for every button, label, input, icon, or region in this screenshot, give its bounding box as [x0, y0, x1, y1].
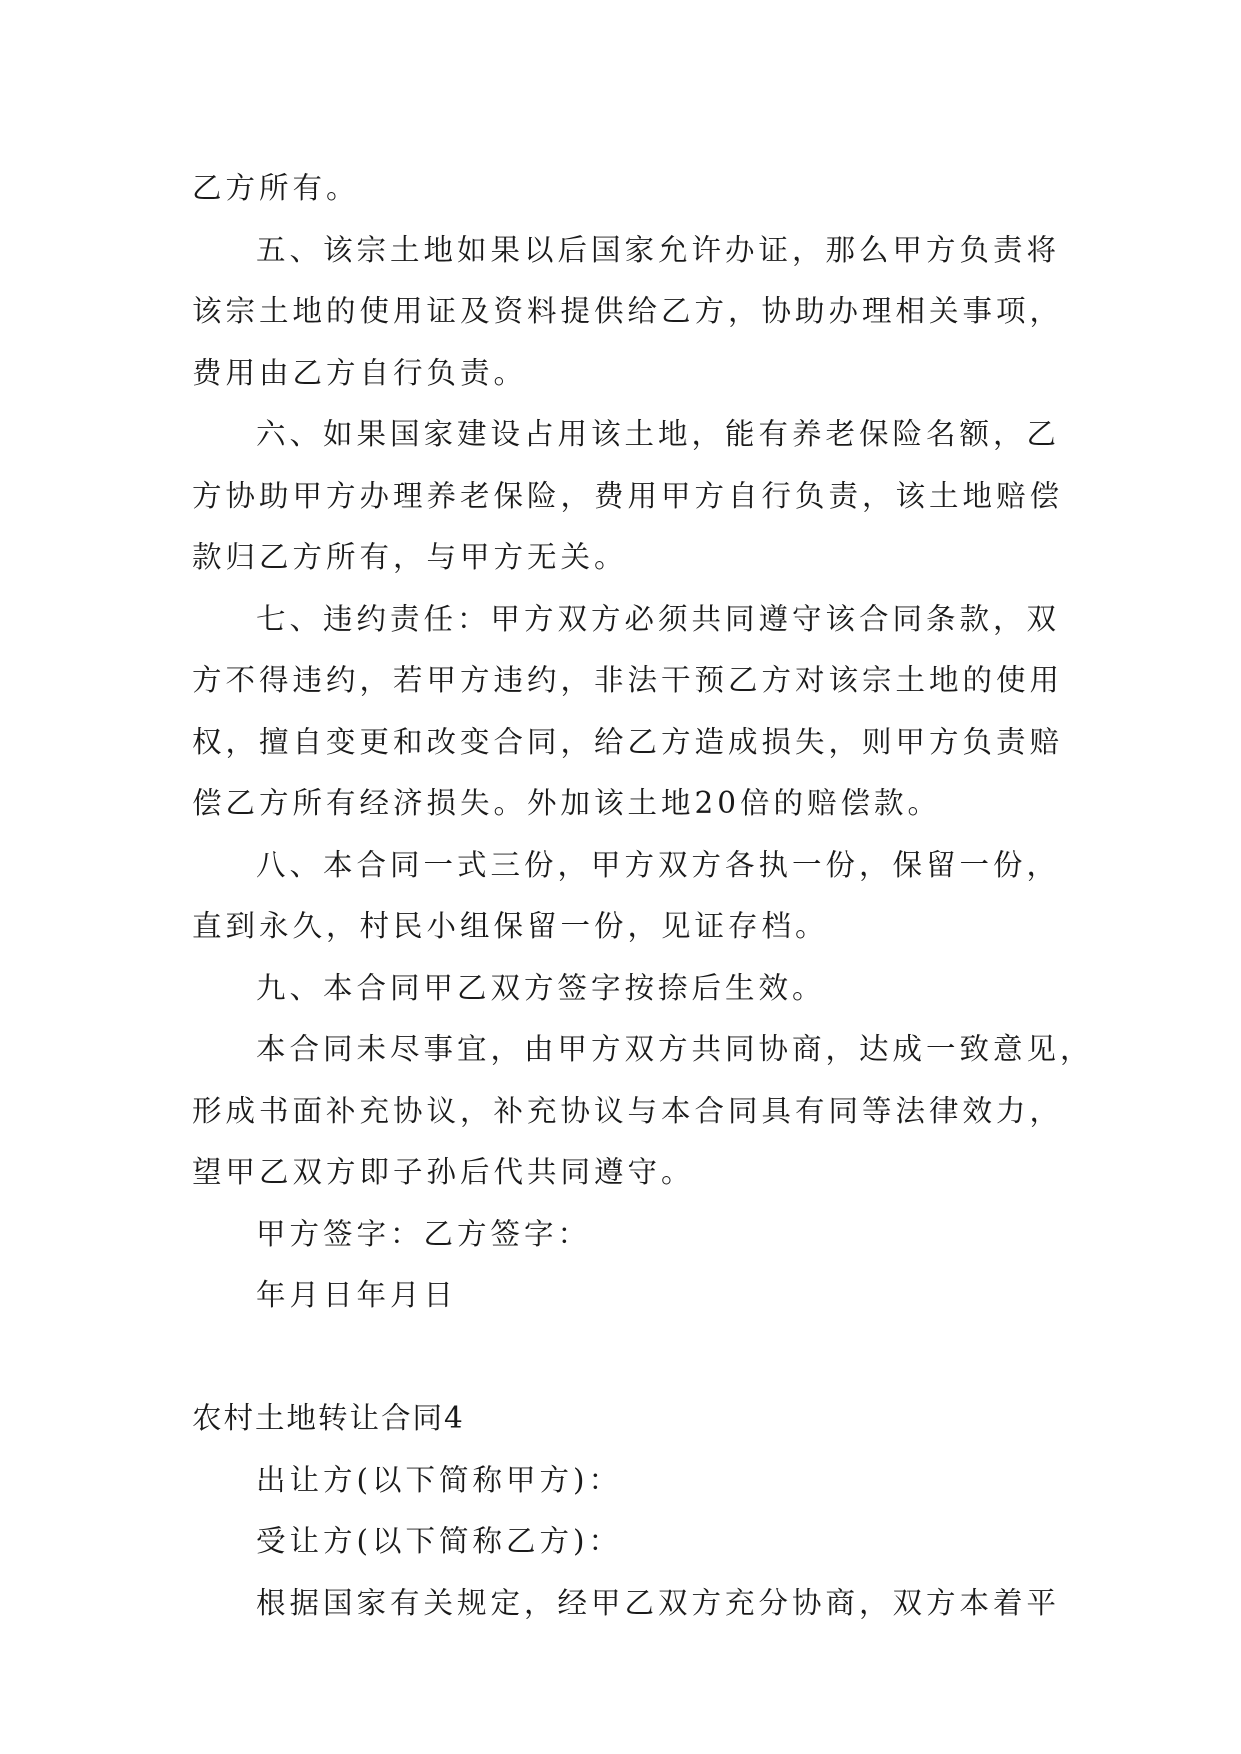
paragraph-line: 款归乙方所有，与甲方无关。 [192, 540, 628, 574]
signature-line: 甲方签字：乙方签字： [256, 1216, 592, 1251]
paragraph-line: 权，擅自变更和改变合同，给乙方造成损失，则甲方负责赔 [192, 724, 1064, 759]
paragraph-line: 受让方(以下简称乙方)： [256, 1524, 623, 1558]
paragraph-line: 偿乙方所有经济损失。外加该土地20倍的赔偿款。 [192, 786, 942, 820]
paragraph-line: 九、本合同甲乙双方签字按捺后生效。 [256, 970, 826, 1005]
paragraph-line: 费用由乙方自行负责。 [192, 355, 528, 390]
paragraph-line: 出让方(以下简称甲方)： [256, 1462, 623, 1497]
document-body [192, 158, 1094, 1634]
paragraph-line: 该宗土地的使用证及资料提供给乙方，协助办理相关事项， [192, 294, 1064, 328]
paragraph-line: 六、如果国家建设占用该土地，能有养老保险名额，乙 [256, 417, 1061, 451]
paragraph-line: 本合同未尽事宜，由甲方双方共同协商，达成一致意见， [256, 1032, 1094, 1066]
paragraph-line: 望甲乙双方即子孙后代共同遵守。 [192, 1155, 695, 1189]
paragraph-line: 七、违约责任：甲方双方必须共同遵守该合同条款，双 [256, 601, 1061, 636]
date-line: 年月日年月日 [256, 1278, 458, 1312]
paragraph-line: 方不得违约，若甲方违约，非法干预乙方对该宗土地的使用 [192, 663, 1064, 697]
paragraph-line: 五、该宗土地如果以后国家允许办证，那么甲方负责将 [256, 232, 1061, 267]
paragraph-line: 根据国家有关规定，经甲乙双方充分协商，双方本着平 [256, 1585, 1061, 1620]
paragraph-line: 方协助甲方办理养老保险，费用甲方自行负责，该土地赔偿 [192, 478, 1064, 513]
section-gap [192, 1327, 1072, 1389]
paragraph-line: 形成书面补充协议，补充协议与本合同具有同等法律效力， [192, 1093, 1064, 1128]
section-heading: 农村土地转让合同4 [192, 1401, 465, 1435]
paragraph-line: 直到永久，村民小组保留一份，见证存档。 [192, 909, 829, 943]
paragraph-line: 八、本合同一式三份，甲方双方各执一份，保留一份， [256, 847, 1061, 882]
paragraph-line: 乙方所有。 [192, 171, 360, 205]
